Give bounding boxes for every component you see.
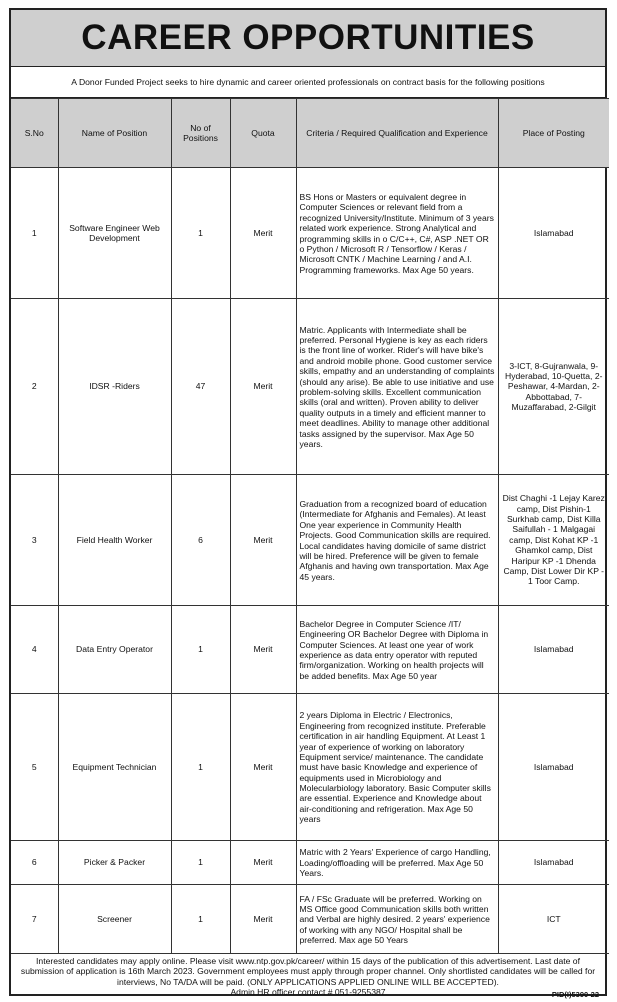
cell-place: ICT xyxy=(498,885,609,954)
cell-criteria: 2 years Diploma in Electric / Electronics, Engineering from recognized institute. Preferable certification in air handling Equipment. At Least 1 year of experience of working on laboratory Equipment service/ maintenance. The candidate must have basic Knowledge and experience of equipments used in Microbiology and Molecularbiology laboratory. Basic Computer skills are essential. Experience and Knowledge about air-conditioning and refrigeration. Max Age 50 years xyxy=(296,694,498,841)
column-header-position: Name of Position xyxy=(58,99,171,168)
cell-place: Islamabad xyxy=(498,168,609,299)
table-row xyxy=(11,299,609,475)
cell-place: Islamabad xyxy=(498,694,609,841)
cell-criteria: Graduation from a recognized board of education (Intermediate for Afghanis and Females). At least One year experience in Community Health Projects. Good Communication skills are required. Local candidates having domicile of same district will be hired. Preference will be given to female Afghanis and having own transportation. Max Age 45 years. xyxy=(296,475,498,606)
cell-quota: Merit xyxy=(230,606,296,694)
table-row xyxy=(11,841,609,885)
table-row xyxy=(11,606,609,694)
cell-position: Software Engineer Web Development xyxy=(58,168,171,299)
cell-position: Data Entry Operator xyxy=(58,606,171,694)
cell-count: 1 xyxy=(171,606,230,694)
cell-sno: 1 xyxy=(11,168,58,299)
cell-count: 1 xyxy=(171,694,230,841)
cell-position: Picker & Packer xyxy=(58,841,171,885)
cell-quota: Merit xyxy=(230,299,296,475)
cell-place: Dist Chaghi -1 Lejay Karez camp, Dist Pishin-1 Surkhab camp, Dist Killa Saifullah - 1 Malgagai camp, Dist Kohat KP -1 Ghamkol camp, Dist Haripur KP -1 Dhenda Camp, Dist Lower Dir KP - 1 Toor Camp. xyxy=(498,475,609,606)
table-header-row xyxy=(11,99,609,168)
contact-line: Admin HR officer contact # 051-9255387 xyxy=(230,987,386,998)
column-header-count: No of Positions xyxy=(171,99,230,168)
cell-quota: Merit xyxy=(230,885,296,954)
cell-place: Islamabad xyxy=(498,841,609,885)
cell-criteria: FA / FSc Graduate will be preferred. Working on MS Office good Communication skills both written and Verbal are highly desired. 2 years' experience of working with any NGO/ Hospital shall be preferred. Max age 50 Years xyxy=(296,885,498,954)
footer-notice xyxy=(11,954,605,998)
cell-position: IDSR -Riders xyxy=(58,299,171,475)
cell-place: Islamabad xyxy=(498,606,609,694)
cell-quota: Merit xyxy=(230,475,296,606)
table-row xyxy=(11,475,609,606)
cell-count: 47 xyxy=(171,299,230,475)
cell-count: 1 xyxy=(171,168,230,299)
column-header-quota: Quota xyxy=(230,99,296,168)
cell-criteria: Matric. Applicants with Intermediate shall be preferred. Personal Hygiene is key as each riders is the front line of worker. Rider's will have bike's and android mobile phone. Good customer service skills, empathy and an understanding of complaints (should any arise). Be able to use initiative and use problem-solving skills. Excellent communication skills (oral and written). Proven ability to deliver quality outputs in a timely and efficient manner to meet deadlines. Ability to manage other additional tasks assigned by the supervisor. Max Age 50 years. xyxy=(296,299,498,475)
cell-quota: Merit xyxy=(230,841,296,885)
cell-position: Field Health Worker xyxy=(58,475,171,606)
cell-sno: 7 xyxy=(11,885,58,954)
cell-quota: Merit xyxy=(230,694,296,841)
table-row xyxy=(11,885,609,954)
column-header-criteria: Criteria / Required Qualification and Experience xyxy=(296,99,498,168)
cell-count: 6 xyxy=(171,475,230,606)
publication-id: PID(I)5390-22 xyxy=(551,989,599,999)
cell-count: 1 xyxy=(171,885,230,954)
intro-text: A Donor Funded Project seeks to hire dynamic and career oriented professionals on contract basis for the following positions xyxy=(11,67,605,98)
column-header-place: Place of Posting xyxy=(498,99,609,168)
positions-table xyxy=(11,98,609,954)
cell-count: 1 xyxy=(171,841,230,885)
cell-place: 3-ICT, 8-Gujranwala, 9-Hyderabad, 10-Quetta, 2- Peshawar, 4-Mardan, 2-Abbottabad, 7-Muzaffarabad, 2-Gilgit xyxy=(498,299,609,475)
cell-sno: 5 xyxy=(11,694,58,841)
cell-quota: Merit xyxy=(230,168,296,299)
cell-criteria: BS Hons or Masters or equivalent degree in Computer Sciences or relevant field from a recognized University/Institute. Minimum of 3 years related work experience. Strong Analytical and programming skills in o C/C++, C#, ASP .NET OR o Python / Microsoft R / Tensorflow / Keras / Microsoft CNTK / Machine Learning / and A.I. Programming frameworks. Max Age 50 years. xyxy=(296,168,498,299)
cell-position: Equipment Technician xyxy=(58,694,171,841)
cell-position: Screener xyxy=(58,885,171,954)
cell-criteria: Bachelor Degree in Computer Science /IT/ Engineering OR Bachelor Degree with Diploma in Computer Sciences. At least one year of work experience as data entry operator with reputed firm/organization. Working on health projects will be added benefits. Max Age 50 year xyxy=(296,606,498,694)
application-instructions: Interested candidates may apply online. Please visit www.ntp.gov.pk/career/ within 15 days of the publication of this advertisement. Last date of submission of application is 16th March 2023. Government employees must apply through proper channel. Only shortlisted candidates will be called for interviews, No TA/DA will be paid. (ONLY APPLICATIONS APPLIED ONLINE WILL BE ACCEPTED). xyxy=(20,956,596,987)
column-header-sno: S.No xyxy=(11,99,58,168)
job-advertisement xyxy=(9,8,607,999)
page-title: CAREER OPPORTUNITIES xyxy=(11,10,605,67)
cell-sno: 2 xyxy=(11,299,58,475)
cell-sno: 3 xyxy=(11,475,58,606)
cell-sno: 4 xyxy=(11,606,58,694)
cell-criteria: Matric with 2 Years' Experience of cargo Handling, Loading/offloading will be preferred. Max Age 50 Years. xyxy=(296,841,498,885)
cell-sno: 6 xyxy=(11,841,58,885)
table-row xyxy=(11,168,609,299)
table-row xyxy=(11,694,609,841)
